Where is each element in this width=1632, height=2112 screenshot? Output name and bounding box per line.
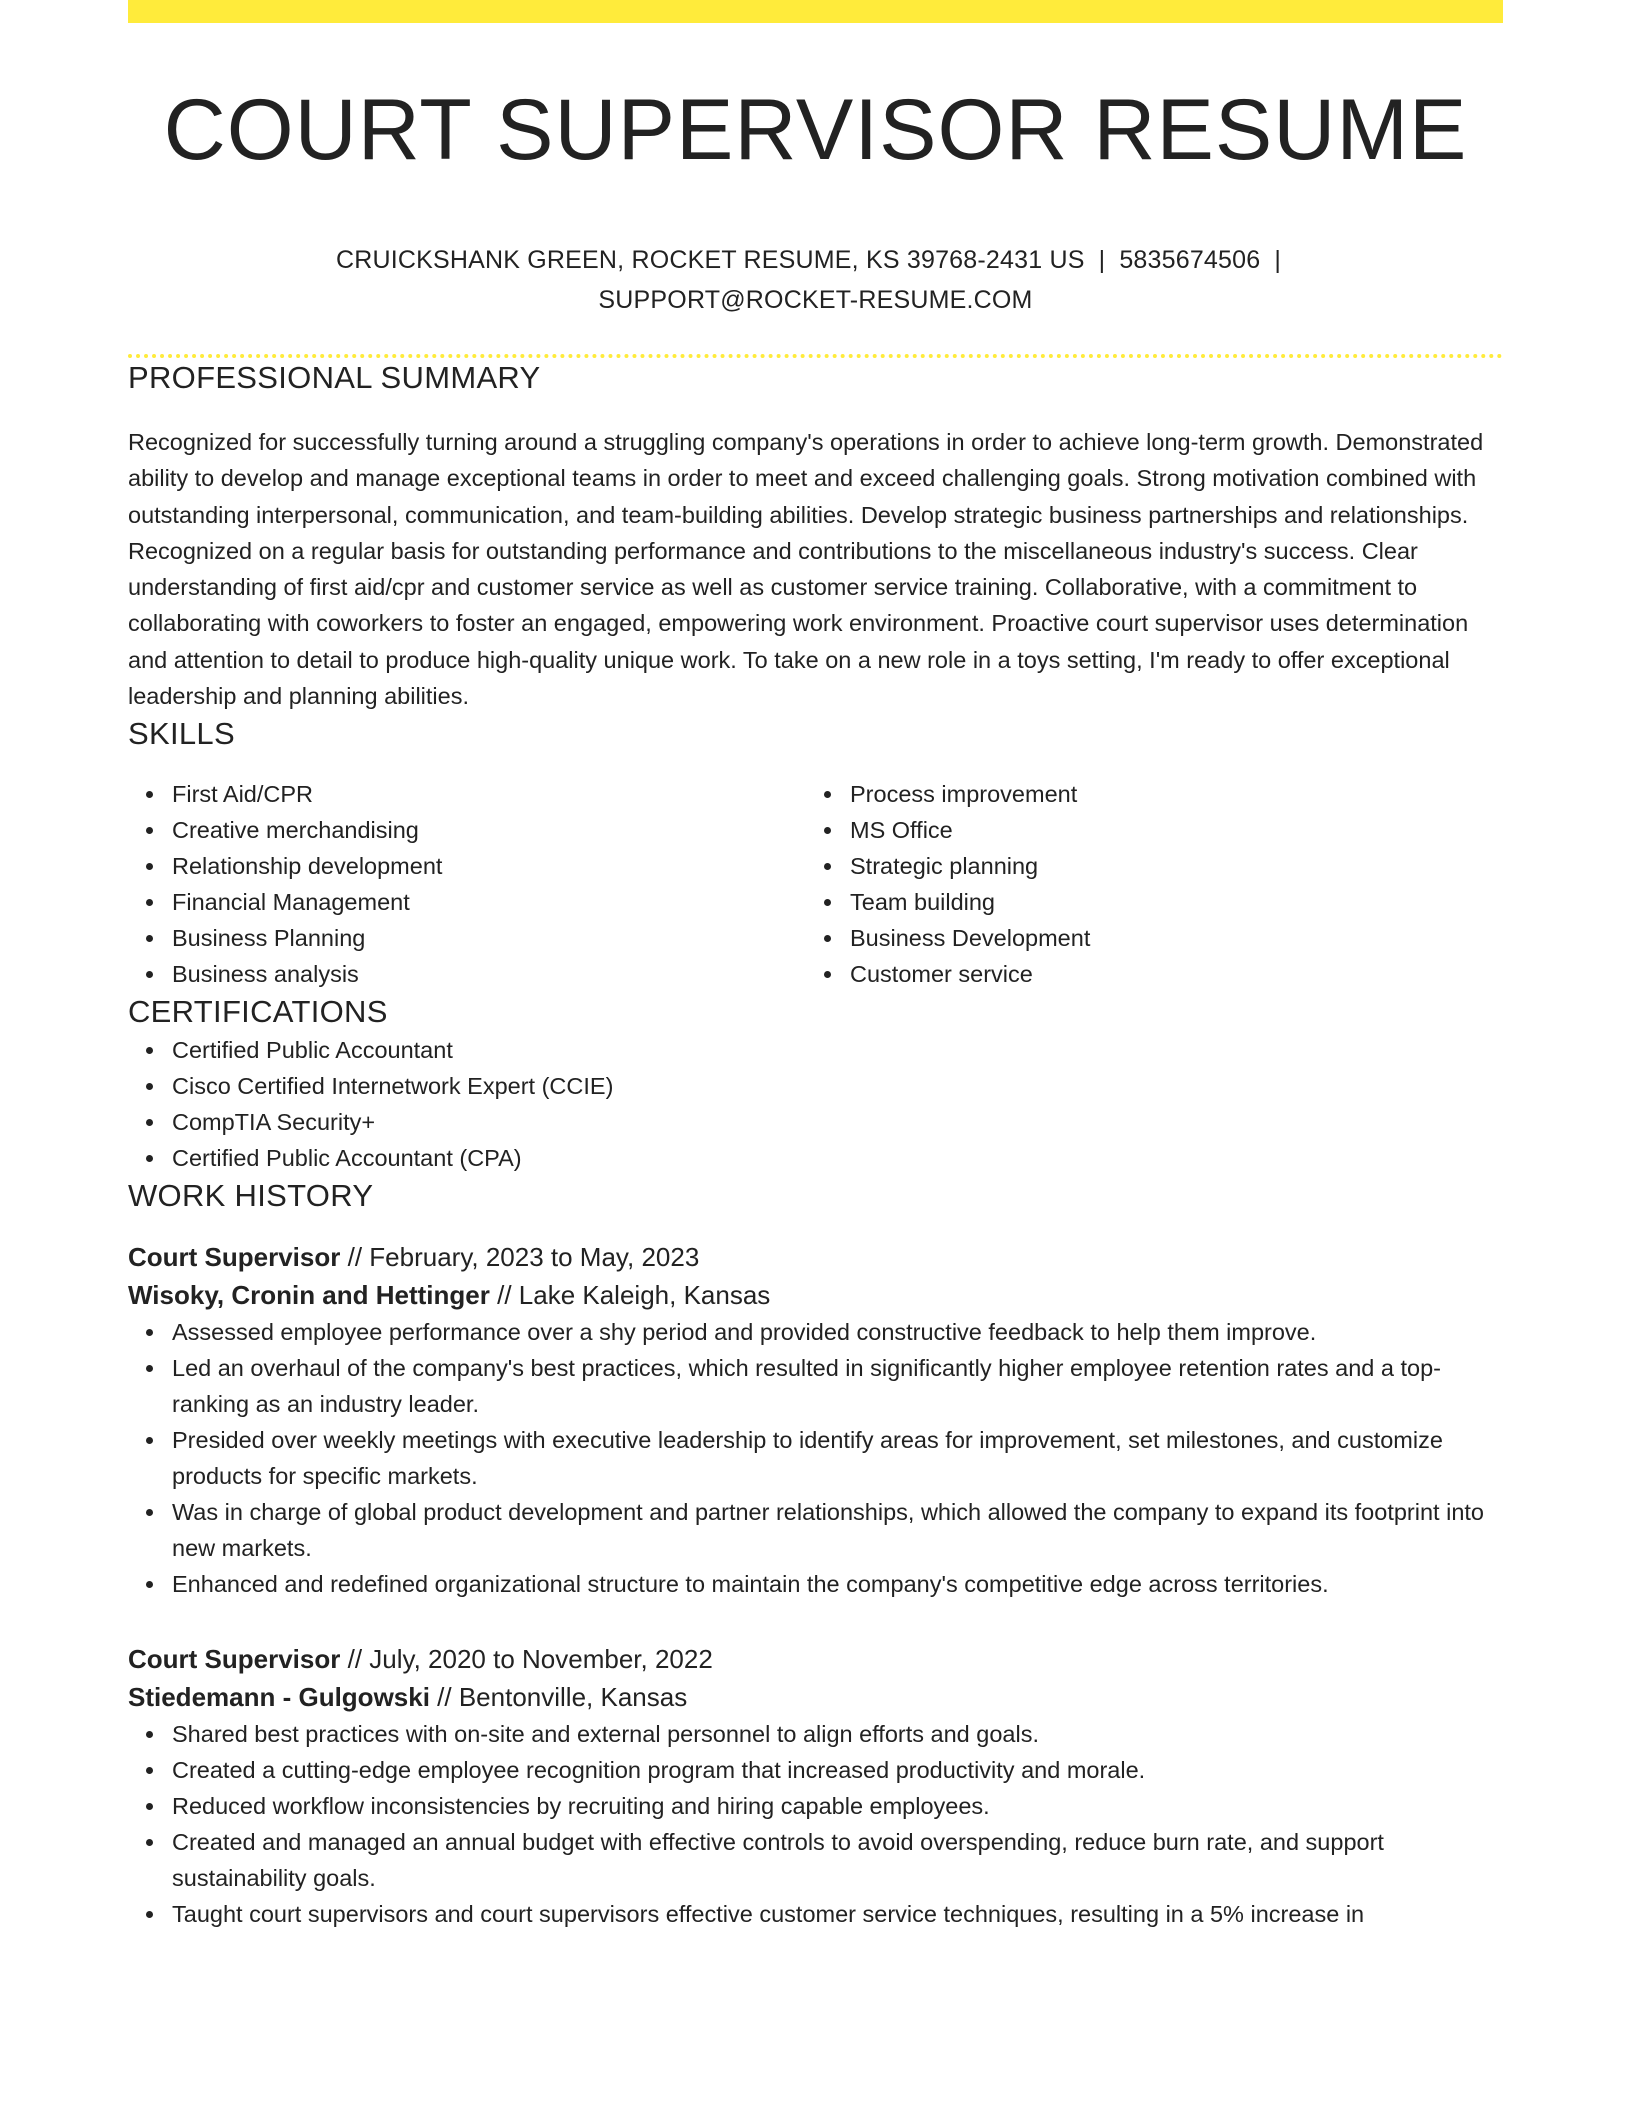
job-company-line	[128, 1276, 1503, 1314]
contact-info	[128, 240, 1503, 320]
skill-item: Strategic planning	[806, 848, 1484, 884]
page-title: COURT SUPERVISOR RESUME	[163, 82, 1468, 178]
certification-item: Certified Public Accountant (CPA)	[128, 1140, 1503, 1176]
skill-item: Team building	[806, 884, 1484, 920]
contact-phone: 5835674506	[1119, 246, 1261, 274]
job-duty-item: Created a cutting-edge employee recognition program that increased productivity and morale.	[128, 1752, 1503, 1788]
job-duty-item: Shared best practices with on-site and external personnel to align efforts and goals.	[128, 1716, 1503, 1752]
skill-item: Business Planning	[128, 920, 806, 956]
job-duty-item: Enhanced and redefined organizational structure to maintain the company's competitive edge across territories.	[128, 1566, 1503, 1602]
job-duty-item: Taught court supervisors and court supervisors effective customer service techniques, resulting in a 5% increase in	[128, 1896, 1503, 1932]
job-entry	[128, 1640, 1503, 1932]
summary-text: Recognized for successfully turning around a struggling company's operations in order to achieve long-term growth. Demonstrated ability to develop and manage exceptional teams in order to meet and exceed challenging goals. Strong motivation combined with outstanding interpersonal, communication, and team-building abilities. Develop strategic business partnerships and relationships. Recognized on a regular basis for outstanding performance and contributions to the miscellaneous industry's success. Clear understanding of first aid/cpr and customer service as well as customer service training. Collaborative, with a commitment to collaborating with coworkers to foster an engaged, empowering work environment. Proactive court supervisor uses determination and attention to detail to produce high-quality unique work. To take on a new role in a toys setting, I'm ready to offer exceptional leadership and planning abilities.	[128, 429, 1484, 710]
work-history-heading: WORK HISTORY	[128, 1178, 374, 1214]
skill-item: Process improvement	[806, 776, 1484, 812]
job-duty-item: Was in charge of global product development and partner relationships, which allowed the company to expand its footprint into new markets.	[128, 1494, 1503, 1566]
skills-heading: SKILLS	[128, 716, 235, 752]
job-duties-list	[128, 1716, 1503, 1932]
job-company-line	[128, 1678, 1503, 1716]
skills-list-right	[806, 776, 1484, 992]
job-title: Court Supervisor	[128, 1242, 341, 1273]
skills-list-left	[128, 776, 806, 992]
skill-item: Business Development	[806, 920, 1484, 956]
resume-content	[128, 0, 1503, 1932]
contact-email: SUPPORT@ROCKET-RESUME.COM	[598, 286, 1033, 314]
job-dates: July, 2020 to November, 2022	[369, 1644, 713, 1675]
certification-item: Certified Public Accountant	[128, 1032, 1503, 1068]
contact-separator: |	[1098, 246, 1106, 274]
job-title-line	[128, 1640, 1503, 1678]
job-separator: //	[489, 1280, 519, 1311]
job-location: Lake Kaleigh, Kansas	[518, 1280, 771, 1311]
job-company: Stiedemann - Gulgowski	[128, 1682, 430, 1713]
job-entry	[128, 1238, 1503, 1602]
job-title-line	[128, 1238, 1503, 1276]
job-separator: //	[429, 1682, 459, 1713]
job-company: Wisoky, Cronin and Hettinger	[128, 1280, 490, 1311]
skill-item: First Aid/CPR	[128, 776, 806, 812]
skills-column-right	[806, 776, 1484, 992]
certifications-list	[128, 1032, 1503, 1176]
skill-item: Business analysis	[128, 956, 806, 992]
certification-item: CompTIA Security+	[128, 1104, 1503, 1140]
skill-item: Financial Management	[128, 884, 806, 920]
job-duty-item: Created and managed an annual budget with effective controls to avoid overspending, reduce burn rate, and support sustainability goals.	[128, 1824, 1503, 1896]
skill-item: Relationship development	[128, 848, 806, 884]
job-duty-item: Reduced workflow inconsistencies by recruiting and hiring capable employees.	[128, 1788, 1503, 1824]
job-duty-item: Assessed employee performance over a shy period and provided constructive feedback to help them improve.	[128, 1314, 1503, 1350]
job-separator: //	[340, 1644, 370, 1675]
contact-separator: |	[1274, 246, 1282, 274]
skills-column-left	[128, 776, 806, 992]
job-duty-item: Led an overhaul of the company's best practices, which resulted in significantly higher employee retention rates and a top-ranking as an industry leader.	[128, 1350, 1503, 1422]
skill-item: Customer service	[806, 956, 1484, 992]
summary-heading: PROFESSIONAL SUMMARY	[128, 360, 541, 395]
skill-item: Creative merchandising	[128, 812, 806, 848]
job-title: Court Supervisor	[128, 1644, 341, 1675]
skills-grid	[128, 776, 1503, 992]
contact-address: CRUICKSHANK GREEN, ROCKET RESUME, KS 39768-2431 US	[335, 246, 1085, 274]
job-location: Bentonville, Kansas	[458, 1682, 688, 1713]
certifications-heading: CERTIFICATIONS	[128, 994, 388, 1030]
skill-item: MS Office	[806, 812, 1484, 848]
job-duty-item: Presided over weekly meetings with executive leadership to identify areas for improvement, set milestones, and customize products for specific markets.	[128, 1422, 1503, 1494]
job-dates: February, 2023 to May, 2023	[369, 1242, 700, 1273]
certification-item: Cisco Certified Internetwork Expert (CCIE)	[128, 1068, 1503, 1104]
job-separator: //	[340, 1242, 370, 1273]
job-duties-list	[128, 1314, 1503, 1602]
